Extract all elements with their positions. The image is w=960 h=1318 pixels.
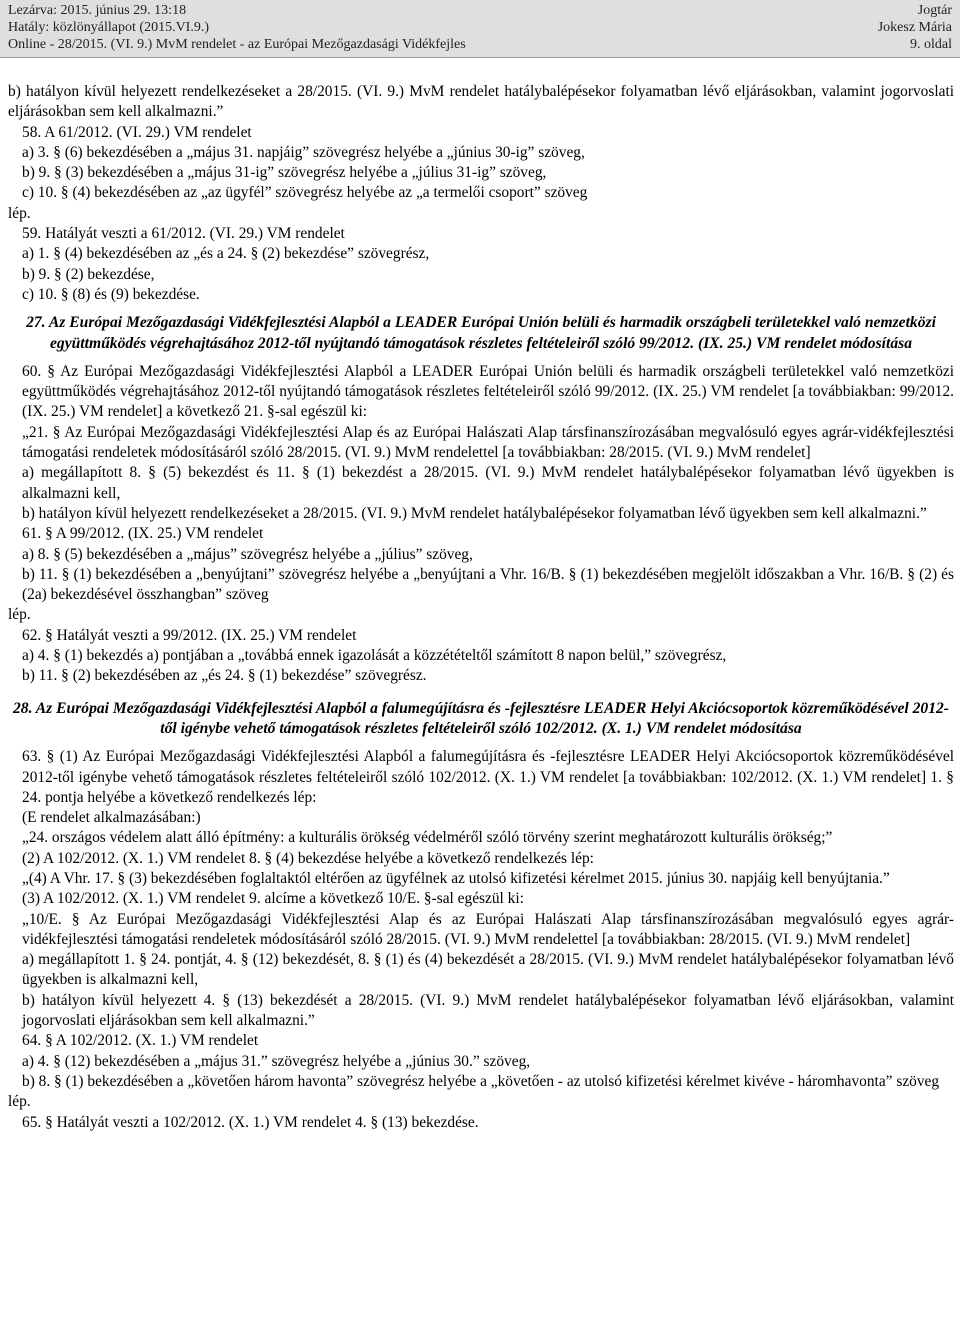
paragraph: lép. [8,606,31,624]
paragraph: b) hatályon kívül helyezett rendelkezéseket a 28/2015. (VI. 9.) MvM rendelet hatálybalépésekor folyamatban lévő ügyekben sem kell alkalmazni.” [22,504,927,522]
paragraph: 61. § A 99/2012. (IX. 25.) VM rendelet [22,525,264,543]
paragraph: 59. Hatályát veszti a 61/2012. (VI. 29.) VM rendelet [22,225,345,243]
paragraph: „24. országos védelem alatt álló építmény: a kulturális örökség védelméről szóló törvény szerint meghatározott kulturális örökség;” [22,829,833,847]
header-validity: Hatály: közlönyállapot (2015.VI.9.) [8,20,210,35]
paragraph-gap [8,687,954,699]
paragraph: a) 8. § (5) bekezdésében a „május” szövegrész helyébe a „július” szöveg, [22,545,473,563]
paragraph: a) 1. § (4) bekezdésében az „és a 24. § (2) bekezdése” szövegrész, [22,245,430,263]
paragraph: b) 11. § (1) bekezdésében a „benyújtani” szövegrész helyébe a „benyújtani a Vhr. 16/B. § (1) bekezdésében megjelölt időszakban a Vhr. 16/B. § (2) és (2a) bekezdésével összhangban” szöveg [22,565,954,604]
paragraph: 65. § Hatályát veszti a 102/2012. (X. 1.) VM rendelet 4. § (13) bekezdése. [22,1113,479,1131]
paragraph: a) megállapított 8. § (5) bekezdést és 11. § (1) bekezdést a 28/2015. (VI. 9.) MvM rendelet hatálybalépésekor folyamatban lévő ügyekben is alkalmazni kell, [22,464,954,502]
paragraph: (3) A 102/2012. (X. 1.) VM rendelet 9. alcíme a következő 10/E. §-sal egészül ki: [22,890,524,908]
paragraph: a) 4. § (1) bekezdés a) pontjában a „továbbá ennek igazolását a közzétételtől számított 8 napon belül,” szövegrész, [22,647,727,665]
paragraph: a) 3. § (6) bekezdésében a „május 31. napjáig” szövegrész helyébe a „június 30-ig” szöveg, [22,143,585,161]
paragraph-gap [8,739,954,747]
paragraph: 63. § (1) Az Európai Mezőgazdasági Vidékfejlesztési Alapból a falumegújításra és -fejlesztésre LEADER Helyi Akciócsoportok közreműködésével 2012-től igénybe vehető támogatások részletes feltételeiről szóló 102/2012. (X. 1.) VM rendelet [a továbbiakban: 102/2012. (X. 1.) VM rendelet] 1. § 24. pontja helyébe a következő rendelkezés lép: [22,748,954,806]
paragraph: 60. § Az Európai Mezőgazdasági Vidékfejlesztési Alapból a LEADER Európai Unión belüli és harmadik országbeli területekkel való nemzetközi együttműködés végrehajtásához 2012-től nyújtandó támogatások részletes feltételeiről szóló 99/2012. (IX. 25.) VM rendelet [a továbbiakban: 99/2012. (IX. 25.) VM rendelet] a következő 21. §-sal egészül ki: [22,362,954,421]
paragraph: „10/E. § Az Európai Mezőgazdasági Vidékfejlesztési Alap és az Európai Halászati Alap társfinanszírozásában megvalósuló egyes agrár-vidékfejlesztési támogatási rendeletek módosításáról szóló 28/2015. (VI. 9.) MvM rendelettel [a továbbiakban: 28/2015. (VI. 9.) MvM rendelet] [22,910,954,948]
section-title: 27. Az Európai Mezőgazdasági Vidékfejlesztési Alapból a LEADER Európai Unión belüli és harmadik országbeli területekkel való nemzetközi együttműködés végrehajtásához 2012-től nyújtandó támogatások részletes feltételeiről szóló 99/2012. (IX. 25.) VM rendelet módosítása [26,314,936,352]
paragraph-gap [8,305,954,313]
header-document-title: Online - 28/2015. (VI. 9.) MvM rendelet - az Európai Mezőgazdasági Vidékfejles [8,37,466,52]
header-app-name: Jogtár [917,3,952,18]
header-page-number: 9. oldal [910,37,952,52]
paragraph: c) 10. § (4) bekezdésében az „az ügyfél” szövegrész helyébe az „a termelői csoport” szöveg [22,184,588,202]
paragraph: a) megállapított 1. § 24. pontját, 4. § (12) bekezdését, 8. § (1) és (4) bekezdését a 28/2015. (VI. 9.) MvM rendelet hatálybalépésekor folyamatban lévő ügyekben is alkalmazni kell, [22,951,954,989]
paragraph: 58. A 61/2012. (VI. 29.) VM rendelet [22,123,252,141]
paragraph: b) 11. § (2) bekezdésében az „és 24. § (1) bekezdése” szövegrész. [22,667,427,685]
paragraph: 62. § Hatályát veszti a 99/2012. (IX. 25.) VM rendelet [22,626,357,644]
header-right [878,2,952,53]
paragraph: (2) A 102/2012. (X. 1.) VM rendelet 8. § (4) bekezdése helyébe a következő rendelkezés lép: [22,849,594,867]
paragraph-gap [8,354,954,362]
paragraph: c) 10. § (8) és (9) bekezdése. [22,285,200,303]
section-title: 28. Az Európai Mezőgazdasági Vidékfejlesztési Alapból a falumegújításra és -fejlesztésre LEADER Helyi Akciócsoportok közreműködésével 2012-től igénybe vehető támogatások részletes feltételeiről szóló 102/2012. (X. 1.) VM rendelet módosítása [12,699,950,737]
paragraph: b) hatályon kívül helyezett 4. § (13) bekezdését a 28/2015. (VI. 9.) MvM rendelet hatálybalépésekor folyamatban lévő eljárásokban, valamint jogorvoslati eljárásokban sem kell alkalmazni.” [22,991,954,1030]
paragraph: lép. [8,204,31,222]
paragraph: „(4) A Vhr. 17. § (3) bekezdésében foglaltaktól eltérően az ügyfélnek az utolsó kifizetési kérelmet 2015. június 30. napjáig kell benyújtania.” [22,869,890,887]
paragraph: b) hatályon kívül helyezett rendelkezéseket a 28/2015. (VI. 9.) MvM rendelet hatálybalépésekor folyamatban lévő eljárásokban, valamint jogorvoslati eljárásokban sem kell alkalmazni.” [8,83,954,121]
paragraph: a) 4. § (12) bekezdésében a „május 31.” szövegrész helyébe a „június 30.” szöveg, [22,1052,531,1070]
paragraph: „21. § Az Európai Mezőgazdasági Vidékfejlesztési Alap és az Európai Halászati Alap társfinanszírozásában megvalósuló egyes agrár-vidékfejlesztési támogatási rendeletek módosításáról szóló 28/2015. (VI. 9.) MvM rendelettel [a továbbiakban: 28/2015. (VI. 9.) MvM rendelet] [22,423,954,462]
paragraph: b) 8. § (1) bekezdésében a „követően három havonta” szövegrész helyébe a „követően - az utolsó kifizetési kérelmet kivéve - háromhavonta” szöveg [22,1072,940,1090]
document-header [0,0,960,58]
paragraph: b) 9. § (2) bekezdése, [22,265,155,283]
header-user-name: Jokesz Mária [877,20,952,35]
document-body [8,82,954,1133]
paragraph: (E rendelet alkalmazásában:) [22,809,201,827]
paragraph: b) 9. § (3) bekezdésében a „május 31-ig” szövegrész helyébe a „július 31-ig” szöveg, [22,164,547,182]
header-left [8,2,466,53]
paragraph: lép. [8,1093,31,1111]
paragraph: 64. § A 102/2012. (X. 1.) VM rendelet [22,1032,259,1050]
header-lock-date: Lezárva: 2015. június 29. 13:18 [8,3,187,18]
